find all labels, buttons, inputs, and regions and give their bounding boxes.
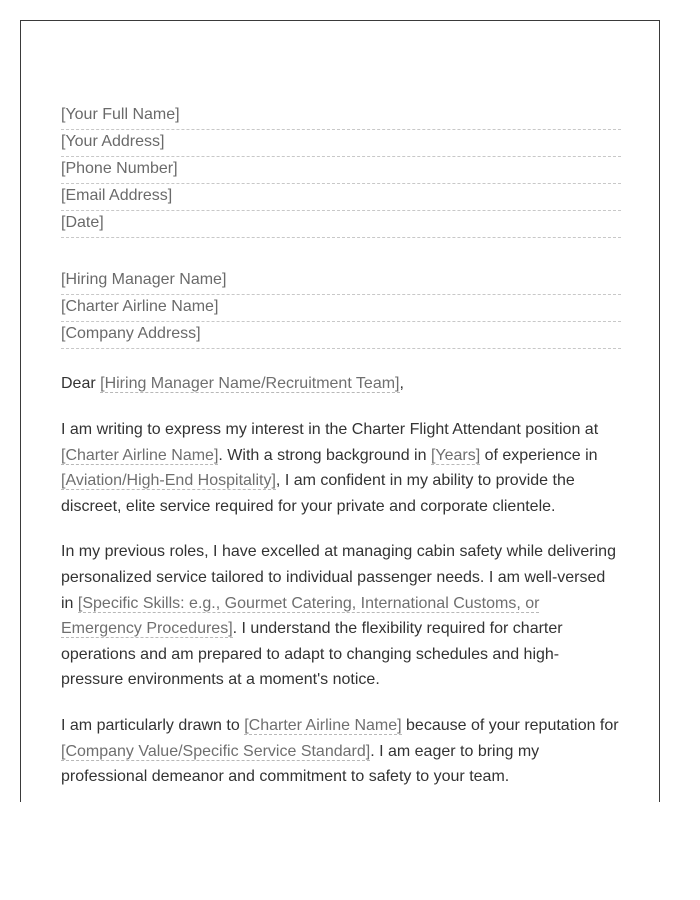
company-value-placeholder[interactable]: [Company Value/Specific Service Standard] xyxy=(61,742,371,760)
paragraph-text: I am writing to express my interest in the Charter Flight Attendant position at xyxy=(61,421,599,438)
paragraph-text: . I am eager to bring my professional demeanor and commitment to safety to your team. xyxy=(61,742,540,786)
sender-block xyxy=(61,103,621,238)
airline-name-placeholder[interactable]: [Charter Airline Name] xyxy=(244,716,402,734)
sender-phone-field[interactable]: [Phone Number] xyxy=(61,157,621,184)
paragraph-text: , I am confident in my ability to provide the discreet, elite service required for your private and corporate clientele. xyxy=(61,472,575,515)
paragraph-text: of experience in xyxy=(480,446,598,464)
paragraph-text: because of your reputation for xyxy=(401,716,619,734)
letter-date-field[interactable]: [Date] xyxy=(61,211,621,238)
letter-page xyxy=(20,20,660,802)
recipient-company-address-field[interactable]: [Company Address] xyxy=(61,322,621,349)
paragraph-text: In my previous roles, I have excelled at managing cabin safety while delivering personalized service tailored to individual passenger needs. I am well-versed in xyxy=(61,543,616,612)
body-paragraph-1 xyxy=(61,417,621,519)
years-placeholder[interactable]: [Years] xyxy=(430,446,481,464)
recipient-airline-name-field[interactable]: [Charter Airline Name] xyxy=(61,295,621,322)
salutation-suffix: , xyxy=(399,375,404,392)
salutation xyxy=(61,371,621,397)
paragraph-text: . With a strong background in xyxy=(218,446,431,464)
sender-email-field[interactable]: [Email Address] xyxy=(61,184,621,211)
sender-address-field[interactable]: [Your Address] xyxy=(61,130,621,157)
salutation-name-placeholder[interactable]: [Hiring Manager Name/Recruitment Team] xyxy=(100,375,400,392)
industry-placeholder[interactable]: [Aviation/High-End Hospitality] xyxy=(61,472,276,490)
salutation-prefix: Dear xyxy=(61,375,101,392)
airline-name-placeholder[interactable]: [Charter Airline Name] xyxy=(61,446,219,464)
recipient-block xyxy=(61,268,621,349)
sender-full-name-field[interactable]: [Your Full Name] xyxy=(61,103,621,130)
body-paragraph-2 xyxy=(61,539,621,693)
recipient-hiring-manager-field[interactable]: [Hiring Manager Name] xyxy=(61,268,621,295)
letter-content xyxy=(61,103,621,790)
paragraph-text: . I understand the flexibility required for charter operations and am prepared to adapt to changing schedules and high-pressure environments at a moment's notice. xyxy=(61,620,563,689)
specific-skills-placeholder[interactable]: [Specific Skills: e.g., Gourmet Catering, International Customs, or Emergency Procedures] xyxy=(61,594,540,638)
body-paragraph-3 xyxy=(61,713,621,790)
paragraph-text: I am particularly drawn to xyxy=(61,716,245,734)
